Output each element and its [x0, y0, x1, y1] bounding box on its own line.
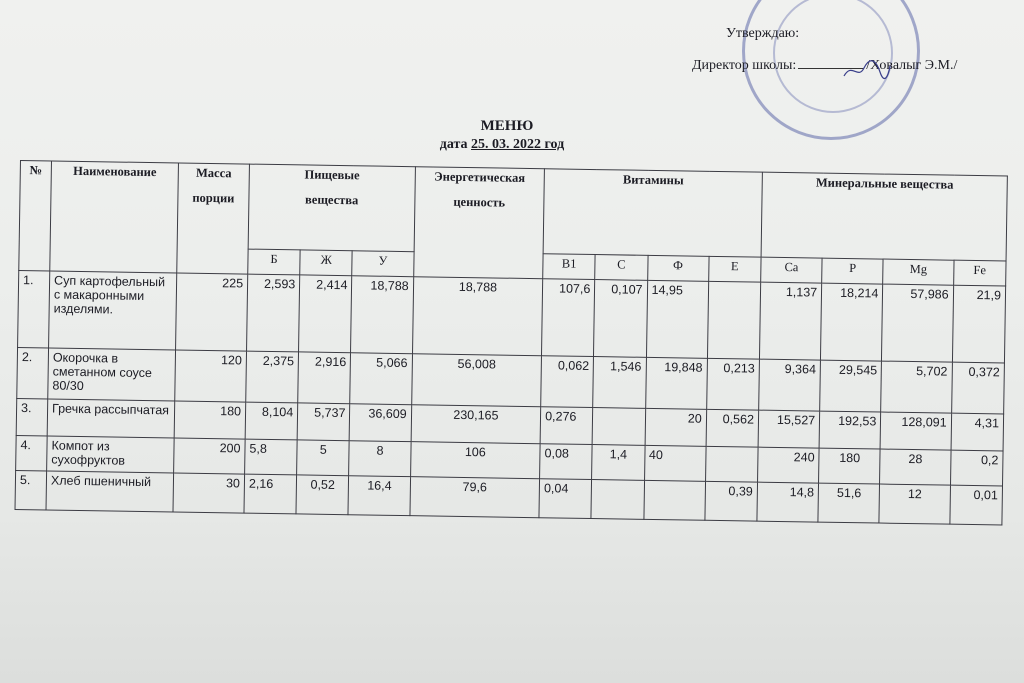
cell-zh: 2,916	[298, 352, 351, 404]
cell-fe: 0,01	[950, 485, 1003, 525]
cell-e: 0,39	[705, 481, 758, 521]
header-energy	[413, 167, 544, 279]
cell-energy: 18,788	[412, 277, 543, 356]
cell-b1: 0,04	[539, 479, 592, 519]
cell-mg: 57,986	[882, 284, 953, 362]
cell-u: 18,788	[351, 276, 413, 354]
cell-u: 36,609	[350, 404, 412, 442]
cell-mass: 180	[174, 401, 246, 439]
cell-energy: 79,6	[410, 477, 540, 518]
subheader-fe: Fe	[953, 260, 1006, 286]
cell-b1: 0,276	[540, 407, 593, 445]
menu-table	[15, 160, 1008, 525]
cell-f: 40	[644, 445, 706, 481]
header-mass	[177, 163, 250, 274]
cell-mg: 28	[880, 449, 951, 485]
cell-ca: 14,8	[757, 482, 819, 522]
subheader-mg: Mg	[883, 259, 954, 285]
cell-energy: 106	[410, 442, 540, 479]
cell-mass: 120	[175, 350, 247, 402]
cell-b: 2,375	[246, 351, 299, 403]
cell-p: 180	[819, 448, 881, 484]
signature-scribble	[842, 58, 892, 82]
cell-p: 51,6	[818, 483, 880, 523]
header-num: №	[19, 161, 52, 271]
cell-mg: 128,091	[880, 412, 951, 450]
approval-label: Утверждаю:	[726, 26, 800, 41]
subheader-e: Е	[708, 256, 761, 282]
director-line	[692, 58, 957, 74]
cell-fe: 4,31	[951, 413, 1004, 451]
date-prefix: дата	[439, 137, 468, 152]
cell-u: 8	[349, 441, 411, 477]
cell-name: Суп картофельный с макаронными изделями.	[49, 271, 177, 350]
cell-b1: 0,062	[541, 356, 594, 408]
cell-f: 14,95	[646, 280, 708, 358]
cell-name: Окорочка в сметанном соусе 80/30	[48, 348, 176, 401]
cell-f: 19,848	[645, 357, 707, 409]
cell-ca: 15,527	[758, 410, 820, 448]
cell-num: 2.	[17, 347, 49, 398]
subheader-f: Ф	[647, 255, 709, 281]
cell-name: Хлеб пшеничный	[46, 471, 174, 512]
director-name: /Ховалыг Э.М./	[866, 58, 958, 73]
header-nutrients	[248, 164, 415, 252]
header-mass-line1: Масса	[195, 165, 232, 181]
cell-e: 0,213	[706, 358, 759, 410]
header-energy-line1: Энергетическая	[434, 169, 526, 185]
header-minerals: Минеральные вещества	[761, 172, 1007, 261]
cell-zh: 0,52	[296, 475, 349, 515]
cell-zh: 5	[297, 440, 350, 476]
table-header-row	[19, 161, 1007, 261]
cell-mg: 5,702	[881, 361, 952, 413]
cell-mass: 200	[174, 438, 246, 474]
cell-name: Гречка рассыпчатая	[47, 399, 175, 438]
cell-b: 8,104	[245, 402, 298, 440]
subheader-zh: Ж	[300, 250, 353, 276]
header-vitamins: Витамины	[543, 169, 762, 257]
cell-ca: 240	[757, 447, 819, 483]
cell-e	[707, 281, 760, 359]
cell-c	[591, 480, 644, 520]
cell-ca: 1,137	[759, 282, 821, 360]
cell-mass: 30	[173, 473, 245, 513]
cell-mass: 225	[176, 273, 248, 351]
cell-fe: 0,372	[951, 362, 1004, 414]
cell-p: 29,545	[820, 360, 882, 412]
subheader-ca: Са	[761, 257, 823, 283]
cell-num: 1.	[18, 270, 50, 347]
header-name: Наименование	[50, 161, 179, 273]
cell-p: 192,53	[819, 411, 881, 449]
cell-u: 5,066	[350, 353, 412, 405]
cell-c: 0,107	[594, 280, 647, 358]
cell-zh: 5,737	[297, 403, 350, 441]
cell-c: 1,4	[592, 445, 645, 481]
cell-fe: 0,2	[950, 450, 1003, 486]
cell-zh: 2,414	[299, 275, 352, 353]
cell-fe: 21,9	[952, 285, 1006, 363]
subheader-p: Р	[822, 258, 884, 284]
cell-num: 3.	[16, 398, 48, 435]
cell-b: 5,8	[245, 439, 298, 475]
cell-e: 0,562	[706, 409, 759, 447]
cell-p: 18,214	[821, 283, 883, 361]
menu-title: МЕНЮ	[480, 118, 534, 134]
menu-date: 25. 03. 2022 год	[471, 137, 565, 152]
director-label: Директор школы:	[692, 58, 797, 73]
menu-date-line	[0, 137, 1014, 153]
cell-c: 1,546	[593, 357, 646, 409]
header-energy-line2: ценность	[453, 194, 506, 210]
cell-e	[705, 446, 758, 482]
cell-b1: 107,6	[542, 279, 595, 357]
cell-name: Компот из сухофруктов	[47, 436, 175, 473]
subheader-b: Б	[248, 249, 301, 275]
subheader-b1: В1	[543, 254, 596, 280]
cell-f: 20	[645, 408, 707, 446]
header-nutrients-line2: вещества	[304, 192, 359, 208]
header-mass-line2: порции	[192, 190, 235, 206]
cell-b: 2,593	[247, 274, 300, 352]
cell-b: 2,16	[244, 474, 297, 514]
cell-u: 16,4	[348, 476, 410, 516]
cell-energy: 230,165	[411, 405, 541, 444]
header-nutrients-line1: Пищевые	[304, 167, 360, 183]
subheader-u: У	[352, 251, 414, 277]
cell-c	[592, 408, 645, 446]
cell-ca: 9,364	[759, 359, 821, 411]
cell-mg: 12	[879, 484, 950, 524]
cell-num: 5.	[15, 470, 47, 509]
cell-f	[643, 480, 705, 520]
cell-energy: 56,008	[411, 354, 541, 407]
subheader-c: С	[595, 255, 648, 281]
cell-b1: 0,08	[540, 444, 593, 480]
cell-num: 4.	[16, 435, 48, 470]
